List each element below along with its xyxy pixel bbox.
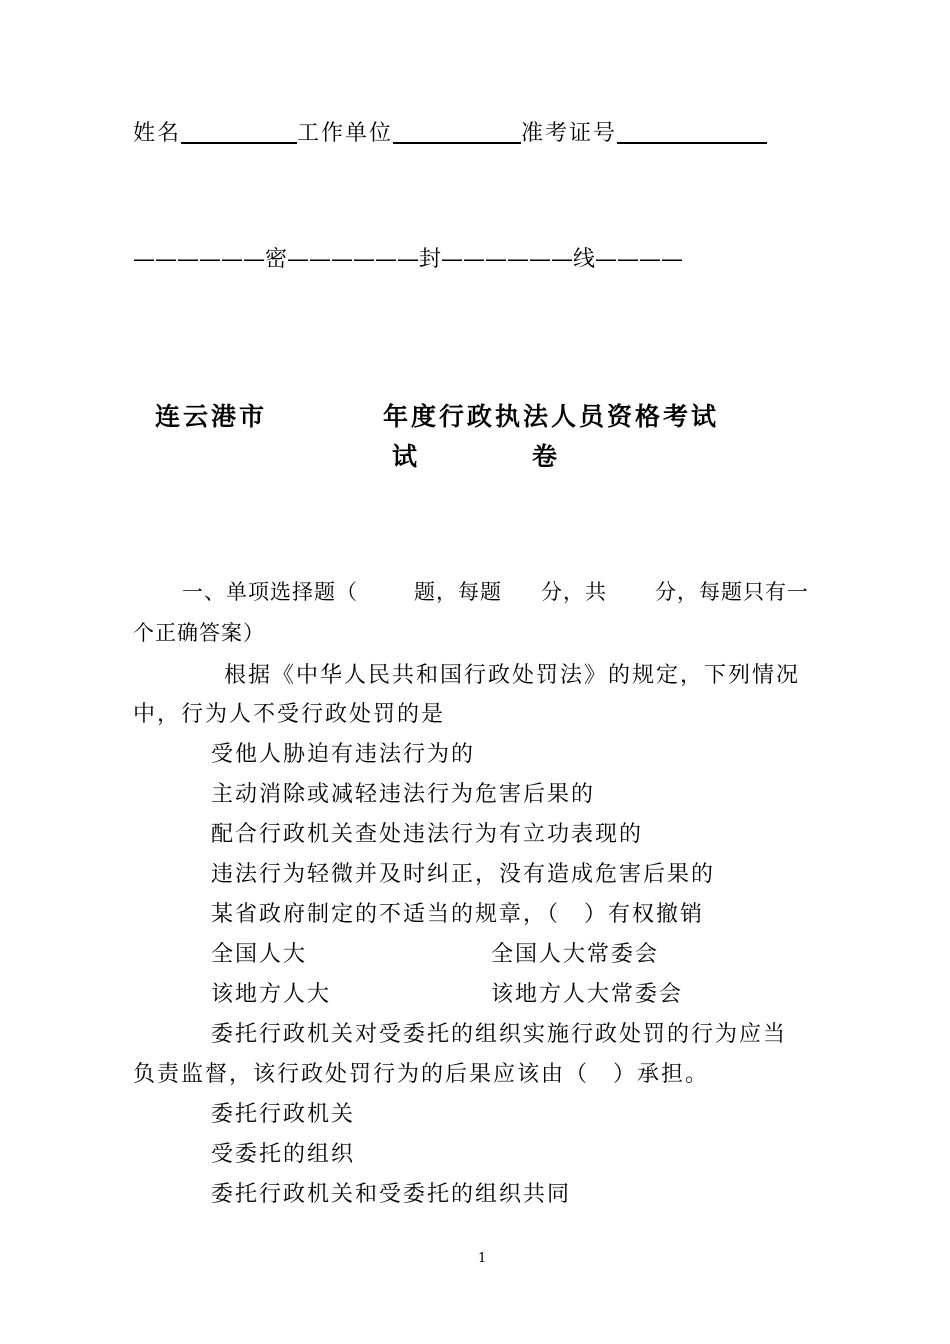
q1-option-1: 受他人胁迫有违法行为的 (211, 742, 476, 767)
q2-option-1: 全国人大 (211, 942, 308, 967)
q1-stem-line2: 中，行为人不受行政处罚的是 (133, 702, 446, 727)
name-label: 姓名 (133, 121, 182, 146)
q3-stem-line1: 委托行政机关对受委托的组织实施行政处罚的行为应当 (211, 1022, 788, 1047)
q2-stem: 某省政府制定的不适当的规章，（ ）有权撤销 (211, 902, 705, 927)
page-number: 1 (478, 1251, 487, 1266)
q2-option-4: 该地方人大常委会 (491, 982, 684, 1007)
q1-option-4: 违法行为轻微并及时纠正，没有造成危害后果的 (211, 862, 716, 887)
unit-label: 工作单位 (297, 121, 394, 146)
section-heading-4: 分，每题只有一 (655, 580, 809, 604)
name-field[interactable] (181, 120, 297, 144)
q1-stem-line1: 根据《中华人民共和国行政处罚法》的规定，下列情况 (224, 663, 801, 688)
ticket-field[interactable] (617, 120, 767, 144)
q2-option-3: 该地方人大 (211, 982, 332, 1007)
section-heading-3: 分，共 (541, 580, 607, 604)
candidate-info-row (133, 116, 767, 147)
title-city: 连云港市 (155, 402, 268, 431)
section-heading-2: 题，每题 (414, 580, 502, 604)
q2-option-2: 全国人大常委会 (491, 942, 660, 967)
title-sub-2: 卷 (532, 442, 561, 471)
title-main: 年度行政执法人员资格考试 (383, 402, 720, 431)
section-heading-1: 一、单项选择题（ (182, 580, 358, 604)
q3-option-2: 受委托的组织 (211, 1142, 356, 1167)
section-heading-5: 个正确答案） (133, 621, 265, 645)
seal-line: ——————密——————封——————线———— (133, 247, 684, 272)
unit-field[interactable] (393, 120, 521, 144)
q3-option-3: 委托行政机关和受委托的组织共同 (211, 1182, 572, 1207)
q1-option-2: 主动消除或减轻违法行为危害后果的 (211, 782, 596, 807)
ticket-label: 准考证号 (521, 121, 618, 146)
q1-option-3: 配合行政机关查处违法行为有立功表现的 (211, 822, 644, 847)
q3-stem-line2: 负责监督，该行政处罚行为的后果应该由（ ）承担。 (133, 1062, 710, 1087)
q3-option-1: 委托行政机关 (211, 1102, 356, 1127)
title-sub-1: 试 (392, 442, 421, 471)
